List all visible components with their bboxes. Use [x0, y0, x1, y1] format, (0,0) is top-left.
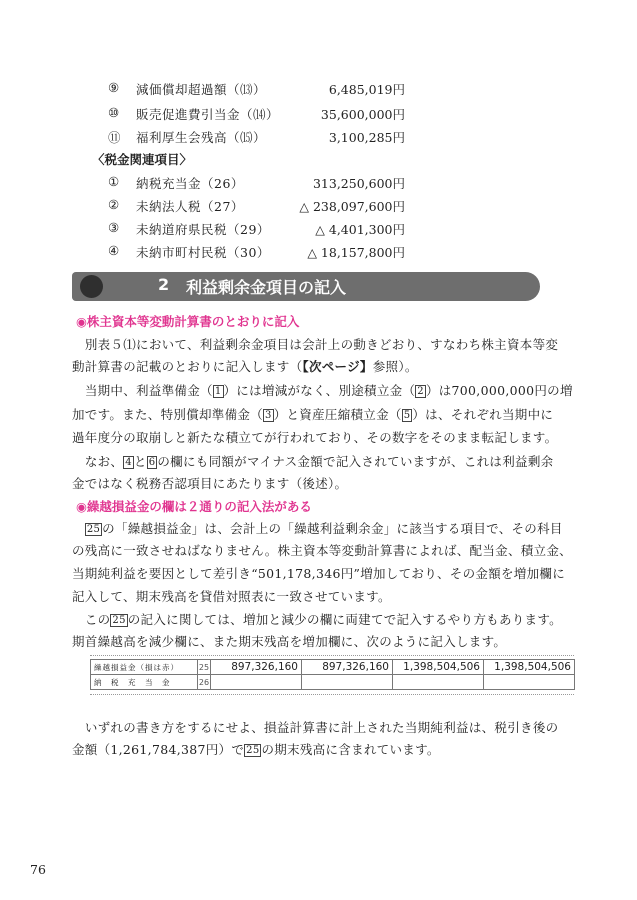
list-item — [0, 243, 637, 263]
text-run: 当期純利益を要因として差引き“501,178,346円”増加しており、その金額を増加欄に — [72, 566, 566, 581]
text-run: の期末残高に含まれています。 — [261, 742, 440, 757]
item-name: 未納法人税（27） — [136, 199, 244, 214]
paragraph-line — [72, 519, 563, 539]
list-item — [0, 105, 637, 125]
table-cell — [484, 675, 575, 690]
item-number: ① — [108, 174, 120, 189]
text-run: ）と資産圧縮積立金（ — [273, 407, 402, 422]
paragraph-line — [72, 474, 552, 494]
text-run: と — [133, 454, 147, 469]
text-run: なお、 — [84, 454, 124, 469]
list-item — [0, 128, 637, 148]
text-run: 記入して、期末残高を貸借対照表に一致させています。 — [72, 589, 391, 604]
item-name: 納税充当金（26） — [136, 176, 244, 191]
item-value: 313,250,600円 — [312, 176, 405, 191]
list-item — [0, 80, 637, 100]
table-cell — [211, 675, 302, 690]
box-number: 6 — [148, 457, 156, 468]
item-name: 未納市町村民税（30） — [136, 245, 270, 260]
table-row — [91, 675, 575, 690]
text-run: の記入に関しては、増加と減少の欄に両建てで記入するやり方もあります。 — [127, 612, 562, 627]
text-run: 当期中、利益準備金（ — [84, 383, 213, 398]
item-value: △ 18,157,800円 — [307, 245, 405, 260]
paragraph-line — [72, 587, 552, 607]
table-cell: 897,326,160 — [302, 660, 393, 675]
page-reference: 【次ページ】 — [302, 359, 373, 374]
row-number: 25 — [198, 660, 211, 675]
item-number: ④ — [108, 243, 120, 258]
paragraph-line — [72, 541, 572, 561]
item-value: 35,600,000円 — [320, 107, 405, 122]
page-number: 76 — [30, 862, 46, 877]
text-run: 動計算書の記載のとおりに記入します（ — [72, 359, 303, 374]
paragraph-line — [72, 740, 552, 760]
paragraph-line — [72, 335, 559, 355]
table-cell — [302, 675, 393, 690]
text-run: 参照）。 — [372, 359, 418, 374]
item-name: 福利厚生会残高（⒂） — [136, 130, 267, 145]
example-table — [90, 659, 575, 690]
text-run: の「繰越損益金」は、会計上の「繰越利益剰余金」に該当する項目で、その科目 — [102, 521, 563, 536]
paragraph-line — [72, 452, 552, 472]
item-number: ⑨ — [108, 80, 120, 95]
list-item — [0, 174, 637, 194]
text-run: いずれの書き方をするにせよ、損益計算書に計上された当期純利益は、税引き後の — [84, 720, 559, 735]
row-number: 26 — [198, 675, 211, 690]
paragraph-line — [72, 428, 558, 448]
text-run: 加です。また、特別償却準備金（ — [72, 407, 264, 422]
section-number: 2 — [158, 275, 170, 294]
list-item — [0, 220, 637, 240]
section-banner — [72, 272, 540, 301]
text-run: この — [84, 612, 111, 627]
item-name: 未納道府県民税（29） — [136, 222, 270, 237]
text-run: 金ではなく税務否認項目にあたります（後述）。 — [72, 476, 348, 491]
item-value: △ 238,097,600円 — [299, 199, 405, 214]
box-number: 2 — [417, 386, 424, 397]
box-number: 25 — [246, 745, 260, 756]
subsection-heading: ◉株主資本等変動計算書のとおりに記入 — [76, 314, 300, 329]
table-bottom-rule — [90, 694, 574, 695]
item-name: 減価償却超過額（⒀） — [136, 82, 267, 97]
section-title: 利益剰余金項目の記入 — [186, 278, 347, 297]
text-run: 金額（1,261,784,387円）で — [72, 742, 245, 757]
item-number: ② — [108, 197, 120, 212]
row-label: 納 税 充 当 金 — [91, 675, 198, 690]
paragraph-line — [72, 381, 573, 401]
box-number: 5 — [403, 410, 411, 421]
item-value: 3,100,285円 — [328, 130, 405, 145]
box-number: 25 — [86, 524, 101, 535]
paragraph-line — [72, 718, 559, 738]
table-cell: 1,398,504,506 — [393, 660, 484, 675]
banner-circle-icon — [80, 275, 103, 298]
paragraph-line — [72, 405, 552, 425]
box-number: 1 — [214, 386, 222, 397]
table-row — [91, 660, 575, 675]
paragraph-line — [72, 564, 566, 584]
paragraph-line — [72, 610, 562, 630]
table-cell: 897,326,160 — [211, 660, 302, 675]
list-item — [0, 197, 637, 217]
text-run: ）は700,000,000円の増 — [425, 383, 573, 398]
text-run: 別表５⑴において、利益剰余金項目は会計上の動きどおり、すなわち株主資本等変 — [84, 337, 559, 352]
item-number: ⑩ — [108, 105, 120, 120]
text-run: ）には増減がなく、別途積立金（ — [223, 383, 416, 398]
table-cell: 1,398,504,506 — [484, 660, 575, 675]
paragraph-line — [72, 632, 552, 652]
item-number: ③ — [108, 220, 120, 235]
table-top-rule — [90, 655, 574, 656]
text-run: の欄にも同額がマイナス金額で記入されていますが、これは利益剰余 — [157, 454, 554, 469]
box-number: 3 — [265, 410, 272, 421]
tax-subheading: 〈税金関連項目〉 — [92, 152, 193, 167]
item-name: 販売促進費引当金（⒁） — [136, 107, 280, 122]
row-label: 繰越損益金（損は赤） — [91, 660, 198, 675]
text-run: 過年度分の取崩しと新たな積立てが行われており、その数字をそのまま転記します。 — [72, 430, 558, 445]
box-number: 25 — [112, 615, 126, 626]
text-run: 期首繰越高を減少欄に、また期末残高を増加欄に、次のように記入します。 — [72, 634, 507, 649]
item-value: 6,485,019円 — [328, 82, 405, 97]
item-value: △ 4,401,300円 — [315, 222, 405, 237]
box-number: 4 — [125, 457, 132, 468]
text-run: の残高に一致させねばなりません。株主資本等変動計算書によれば、配当金、積立金、 — [72, 543, 572, 558]
text-run: ）は、それぞれ当期中に — [412, 407, 554, 422]
paragraph-line — [72, 357, 552, 377]
table-cell — [393, 675, 484, 690]
subsection-heading: ◉繰越損益金の欄は２通りの記入法がある — [76, 499, 312, 514]
item-number: ⑪ — [108, 130, 121, 145]
